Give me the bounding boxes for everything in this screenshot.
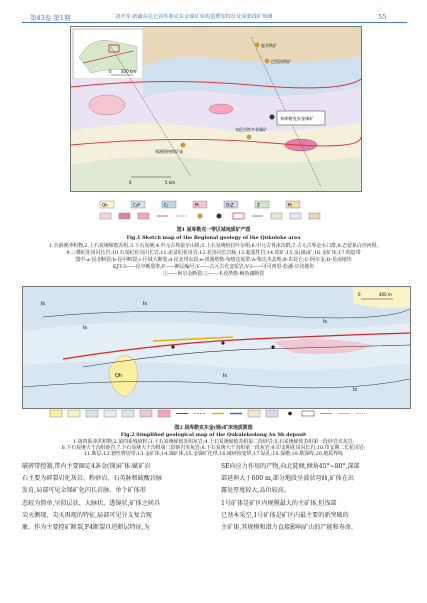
figure-1-note: 9.三叠纪花岗闪长岩;10.石炭纪花岗闪长岩;11.泥盆纪花岗岩;12.花岗闪长岩脉;13.超基性岩;14.铁矿;15.金(锑)矿;16.金矿床;17.构造带 bbox=[66, 250, 361, 256]
page-number: 55 bbox=[378, 13, 387, 21]
figure-2-note: 1.第四系冲洪积物;2.第四系残坡积;3.上石炭统缔敖苏组灰岩;4.上石炭统缔敖苏组第二段砂岩;5.石炭统缔敖苏组第一段砂岩夹灰岩; bbox=[73, 439, 354, 445]
legend-row-2 bbox=[100, 213, 320, 219]
scale-label: 400 m bbox=[379, 292, 392, 297]
body-line: 发育,局部可见金锑矿化闪长岩脉。单个矿体形 bbox=[22, 487, 146, 495]
figure-2-title-en: Fig.2 Simplified geological map of the Qukulekedong Au Sb deposit bbox=[120, 432, 307, 438]
scale-label: 5 km bbox=[165, 180, 176, 185]
legend-code: Z bbox=[257, 202, 260, 208]
body-line: 破碎带控制,带内主要圈定4条金(锑)矿体:赋矿岩 bbox=[22, 463, 151, 470]
lithology-label: ls bbox=[353, 387, 357, 393]
scale-zero: 0 bbox=[129, 180, 132, 185]
body-line: 态较为简单,呈似层状、大脉状、透镜状,矿体之间具 bbox=[22, 499, 160, 507]
header-rule bbox=[22, 22, 407, 23]
site-label: 祁漫塔格铁矿床 bbox=[155, 149, 183, 154]
figure-1-title-en: Fig.1 Sketch map of the Regional geology of the Qukuleke area bbox=[126, 235, 301, 241]
lithology-label: ls bbox=[323, 319, 327, 325]
deposit-label: 祁库勒克东金锑矿 bbox=[280, 116, 314, 121]
figure-1-map bbox=[70, 26, 362, 192]
body-line: 露处厚度较大,品位较高。 bbox=[221, 487, 290, 495]
body-line: 石主要为碎裂岩化灰岩、粉砂岩、石英脉和硫酸岩脉 bbox=[22, 475, 163, 483]
legend-code: Qh bbox=[102, 202, 108, 208]
inset-scale-zero: 0 bbox=[109, 69, 112, 74]
deposit-marker bbox=[270, 115, 275, 120]
body-line: 尖灭侧现、尖灭再现的特征,局部可见分支复合现 bbox=[22, 511, 152, 519]
figure-1-legend bbox=[98, 200, 323, 224]
site-label: 布伦台铁多金属矿 bbox=[235, 127, 267, 132]
lithology-label: ls bbox=[83, 325, 87, 331]
journal-volume: 第43卷 第1期 bbox=[30, 14, 71, 22]
figure-1-note: 1.全新统冲积物;2.上石炭统缔敖苏组;3.下石炭统;4.中元古界狼牙山组;5.上石炭统哈拉叶尔组;6.中元古界冰沟群;7.古元古界金水口群;8.志留系白沙河组; bbox=[48, 243, 379, 249]
body-line: 主矿体,其规模和潜力直接影响矿山的产能和寿命。 bbox=[221, 524, 357, 532]
figure-2-note: 6.下石炭统大干沟组砂岩;7.下石炭统大干沟组第二段砂岩夹灰岩;8.下石炭统大干沟组第一段灰岩;9.印支期花岗闪长岩;10.印支期二长花岗岩; bbox=[61, 445, 366, 451]
figure-2-title-cn: 图2 屈库勒克东金(锑)矿床地质简图 bbox=[174, 425, 253, 431]
running-title: 刘庆等:新疆东昆仑祁库勒克东金锑矿床构造叠加特征及深部找矿预测 bbox=[115, 14, 273, 20]
figure-2-map bbox=[22, 286, 411, 409]
body-column-left bbox=[22, 461, 208, 534]
body-line: SE向应力作用的产物,向北陡倾,倾角45°~80°,深部 bbox=[221, 463, 360, 470]
legend-code: C₁ bbox=[164, 202, 169, 208]
legend-code: O₁Z bbox=[226, 202, 234, 208]
lithology-label: ls bbox=[41, 301, 45, 307]
body-column-right bbox=[221, 461, 406, 534]
inset-scale-label: 300 km bbox=[121, 69, 137, 74]
site-label: 巴里沟铁矿 bbox=[271, 59, 291, 64]
body-line: 部延伸大于600 m,部分地段呈波状弯曲,矿体在出 bbox=[221, 475, 354, 483]
site-label: 驼开铁矿 bbox=[261, 43, 277, 48]
deposit-geology-map bbox=[23, 287, 410, 408]
figure-2-legend bbox=[48, 406, 381, 422]
lithology-label: ls bbox=[143, 301, 147, 307]
scale-zero: 0 bbox=[358, 292, 361, 297]
figure-1-note: KJT-3——昆中断裂带;F——断层编号;V——古元古代变质岩;V-I——可可西里-松潘-甘孜地块 bbox=[112, 264, 315, 270]
body-line: 象。作为主要控矿断裂,F4断裂具逆断层特征,为 bbox=[22, 524, 150, 532]
legend-row-1 bbox=[100, 201, 300, 208]
legend-code: Pt bbox=[288, 202, 292, 208]
lithology-label: ls bbox=[223, 373, 227, 379]
legend-code: C₂P bbox=[133, 202, 140, 208]
body-line: 1号矿体是矿区内规模最大的主矿体,但浅部 bbox=[221, 499, 337, 507]
figure-1-note: 图中:a-昆北断裂;b-昆中断裂;c-区域大断裂;d-昆北带东段;e-祁漫塔格-布喀达坂带;A-柴达木盆地;B-东昆仑;C-阿尔金;D-昆南地块 bbox=[75, 257, 352, 263]
regional-geology-map bbox=[71, 27, 361, 191]
figure-1-title-cn: 图1 屈库勒克一带区域地质矿产图 bbox=[176, 227, 251, 233]
figure-1-note: ①——阿尔金断裂;②——木孜塔格-鲸鱼湖断裂 bbox=[162, 271, 265, 277]
legend-code: Pt bbox=[195, 202, 199, 208]
body-line: 已基本采空,1号矿体是矿区内最主要的新突破的 bbox=[221, 511, 349, 519]
quaternary-label: Qh bbox=[115, 373, 123, 379]
figure-2-note: 11.断层;12.韧性剪切带;13.金矿体;14.锑矿体;15.金锑矿化带;16.破碎蚀变带;17.钻孔;18.探槽;19.勘探线;20.地质界线 bbox=[84, 451, 343, 457]
